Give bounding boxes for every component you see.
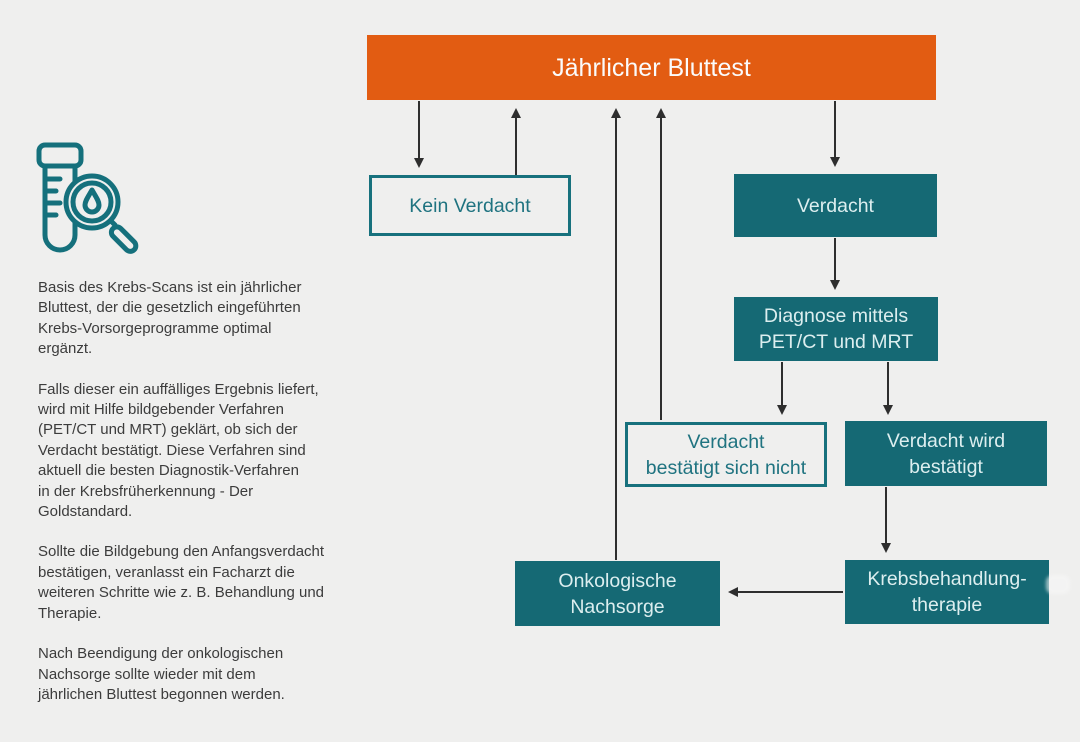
description-panel <box>38 278 383 725</box>
description-paragraph: Sollte die Bildgebung den Anfangsverdacht bestätigen, veranlasst ein Facharzt die weiteren Schritte wie z. B. Behandlung und Therapie. <box>38 543 325 622</box>
node-verdacht: Verdacht <box>734 174 937 237</box>
node-onkologische-nachsorge: Onkologische Nachsorge <box>515 561 720 626</box>
description-paragraph: Basis des Krebs-Scans ist ein jährlicher Bluttest, der die gesetzlich eingeführten Krebs-Vorsorgeprogramme optimal ergänzt. <box>38 279 302 358</box>
description-paragraph: Falls dieser ein auffälliges Ergebnis liefert, wird mit Hilfe bildgebender Verfahren (PET/CT und MRT) geklärt, ob sich der Verdacht bestätigt. Diese Verfahren sind aktuell die besten Diagnostik-Verfahren in der Krebsfrüherkennung - Der Goldstandard. <box>38 380 319 521</box>
node-verdacht-bestaetigt-sich-nicht: Verdacht bestätigt sich nicht <box>625 422 827 487</box>
node-krebsbehandlung-therapie: Krebsbehandlung- therapie <box>845 560 1049 624</box>
node-diagnose-pet-ct-mrt: Diagnose mittels PET/CT und MRT <box>734 297 938 361</box>
watermark-smudge <box>1046 575 1070 594</box>
node-verdacht-wird-bestaetigt: Verdacht wird bestätigt <box>845 421 1047 486</box>
node-jaehrlicher-bluttest: Jährlicher Bluttest <box>367 35 936 100</box>
description-paragraph: Nach Beendigung der onkologischen Nachsorge sollte wieder mit dem jährlichen Bluttest begonnen werden. <box>38 645 285 703</box>
blood-test-magnifier-icon <box>34 141 144 259</box>
node-kein-verdacht: Kein Verdacht <box>369 175 571 236</box>
